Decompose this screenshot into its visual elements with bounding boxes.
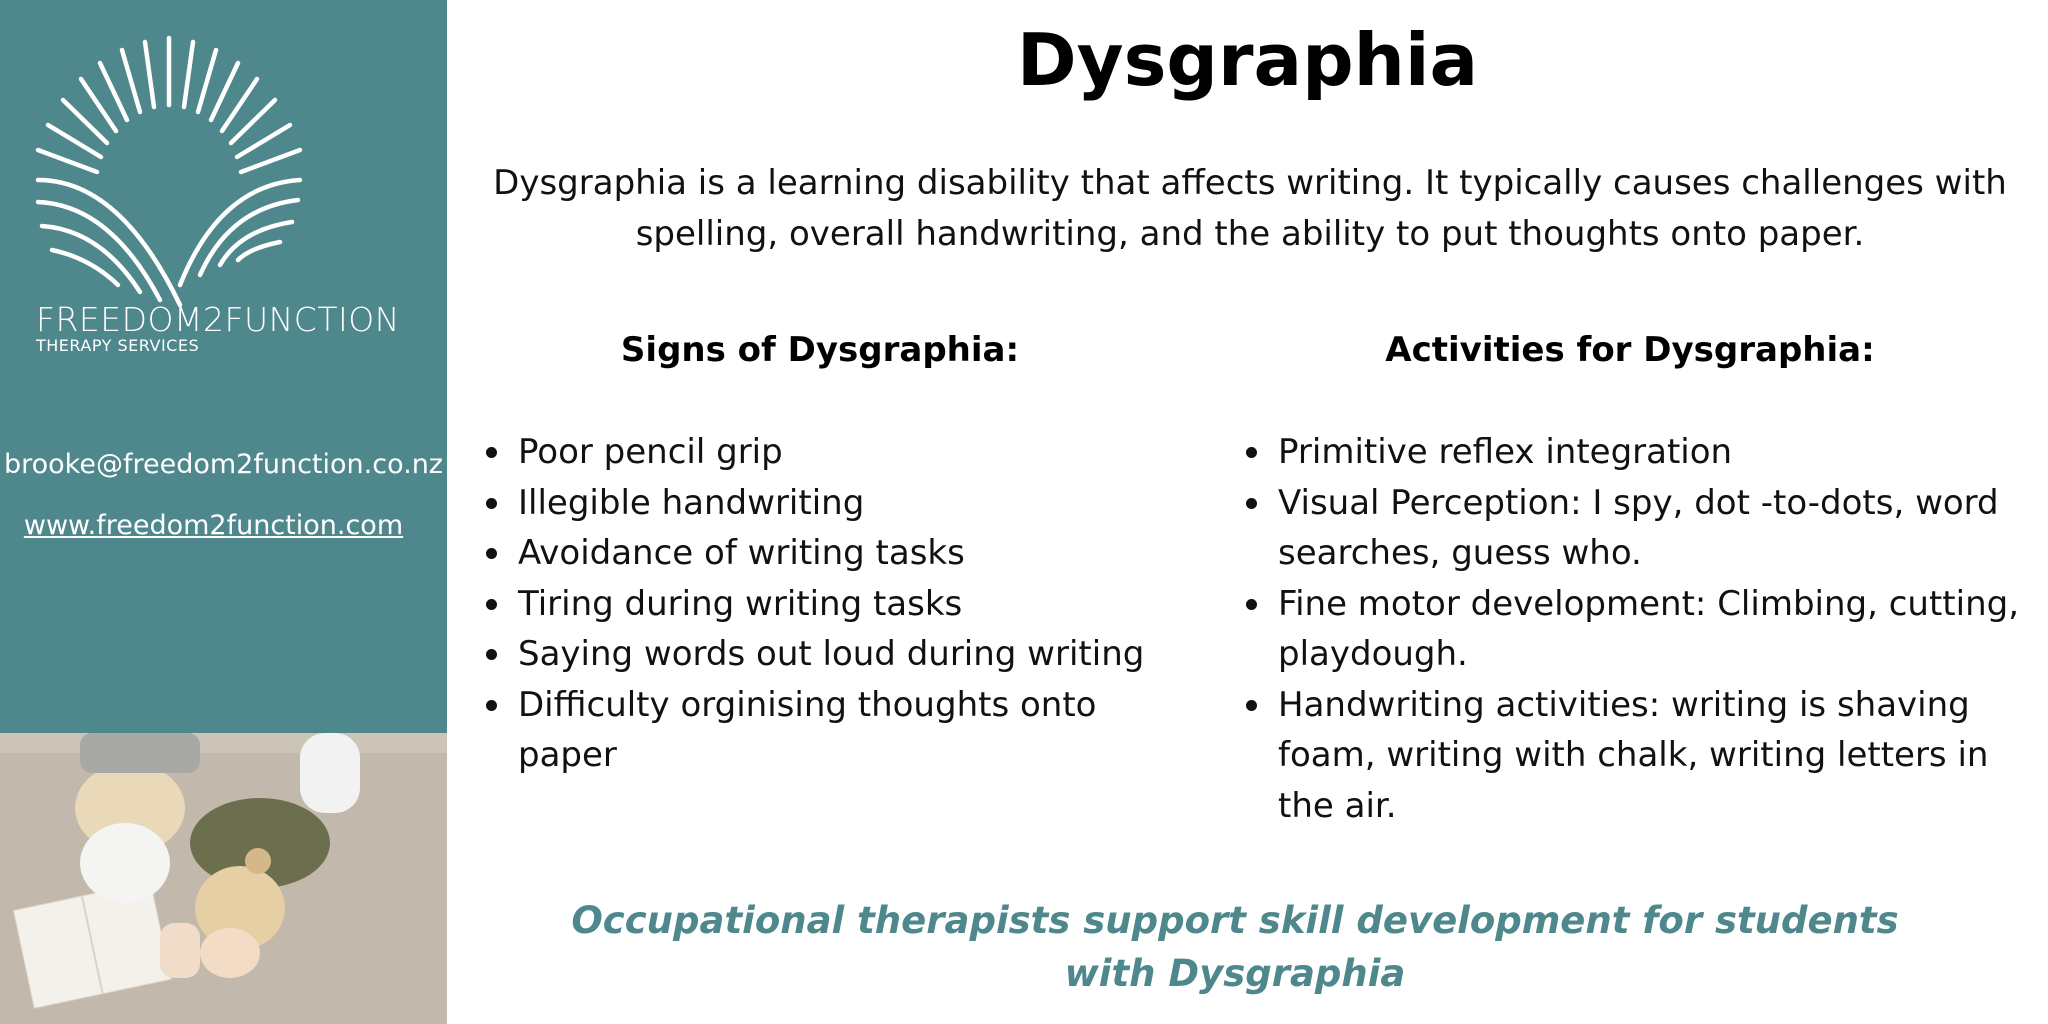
list-item: Primitive reflex integration [1246, 427, 2036, 478]
activities-heading: Activities for Dysgraphia: [1385, 330, 1875, 370]
brand-name: FREEDOM2FUNCTION [36, 300, 400, 339]
list-item: Illegible handwriting [486, 478, 1186, 529]
brand-subtitle: THERAPY SERVICES [36, 336, 200, 355]
activities-list [1246, 427, 2036, 831]
contact-email[interactable]: brooke@freedom2function.co.nz [4, 449, 443, 480]
list-item: Tiring during writing tasks [486, 579, 1186, 630]
list-item: Saying words out loud during writing [486, 629, 1186, 680]
sunburst-logo-icon [30, 30, 310, 310]
list-item: Difficulty orginising thoughts onto paper [486, 680, 1186, 781]
website-link[interactable]: www.freedom2function.com [23, 510, 404, 541]
children-photo [0, 733, 447, 1024]
page-title: Dysgraphia [1016, 18, 1479, 102]
signs-heading: Signs of Dysgraphia: [620, 330, 1020, 370]
footer-statement: Occupational therapists support skill development for students with Dysgraphia [571, 899, 1899, 995]
signs-list [486, 427, 1186, 781]
list-item: Handwriting activities: writing is shaving foam, writing with chalk, writing letters in the air. [1246, 680, 2036, 832]
list-item: Poor pencil grip [486, 427, 1186, 478]
intro-paragraph: Dysgraphia is a learning disability that affects writing. It typically causes challenges with spelling, overall handwriting, and the ability to put thoughts onto paper. [493, 163, 2007, 254]
sidebar [0, 0, 447, 733]
list-item: Fine motor development: Climbing, cutting, playdough. [1246, 579, 2036, 680]
list-item: Avoidance of writing tasks [486, 528, 1186, 579]
list-item: Visual Perception: I spy, dot -to-dots, word searches, guess who. [1246, 478, 2036, 579]
children-writing-image [0, 733, 447, 1024]
